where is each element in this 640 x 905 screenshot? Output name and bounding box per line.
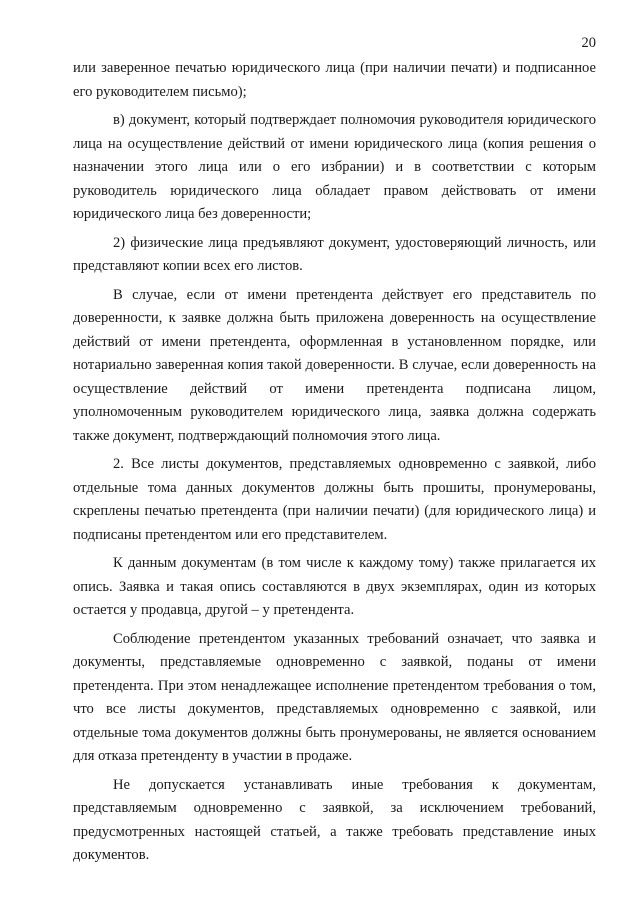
document-body <box>73 57 596 869</box>
paragraph: 2. Все листы документов, представляемых одновременно с заявкой, либо отдельные тома данных документов должны быть прошиты, пронумерованы, скреплены печатью претендента (при наличии печати) (для юридического лица) и подписаны претендентом или его представителем. <box>73 456 596 543</box>
paragraph: или заверенное печатью юридического лица (при наличии печати) и подписанное его руководителем письмо); <box>73 60 596 100</box>
paragraph: Не допускается устанавливать иные требования к документам, представляемым одновременно с заявкой, за исключением требований, предусмотренных настоящей статьей, а также требовать представление иных документов. <box>73 776 596 863</box>
paragraph: 2) физические лица предъявляют документ, удостоверяющий личность, или представляют копии всех его листов. <box>73 234 596 274</box>
paragraph: К данным документам (в том числе к каждому тому) также прилагается их опись. Заявка и такая опись составляются в двух экземплярах, один из которых остается у продавца, другой – у претендента. <box>73 555 596 618</box>
page-number: 20 <box>581 35 596 51</box>
paragraph: в) документ, который подтверждает полномочия руководителя юридического лица на осуществление действий от имени юридического лица (копия решения о назначении этого лица или о его избрании) и в соответствии с которым руководитель юридического лица обладает правом действовать от имени юридического лица без доверенности; <box>73 112 596 222</box>
paragraph: Соблюдение претендентом указанных требований означает, что заявка и документы, представляемые одновременно с заявкой, поданы от имени претендента. При этом ненадлежащее исполнение претендентом требования о том, что все листы документов, представляемых одновременно с заявкой, или отдельные тома документов должны быть пронумерованы, не является основанием для отказа претенденту в участии в продаже. <box>73 630 596 764</box>
paragraph: В случае, если от имени претендента действует его представитель по доверенности, к заявке должна быть приложена доверенность на осуществление действий от имени претендента, оформленная в установленном порядке, или нотариально заверенная копия такой доверенности. В случае, если доверенность на осуществление действий от имени претендента подписана лицом, уполномоченным руководителем юридического лица, заявка должна содержать также документ, подтверждающий полномочия этого лица. <box>73 286 596 444</box>
